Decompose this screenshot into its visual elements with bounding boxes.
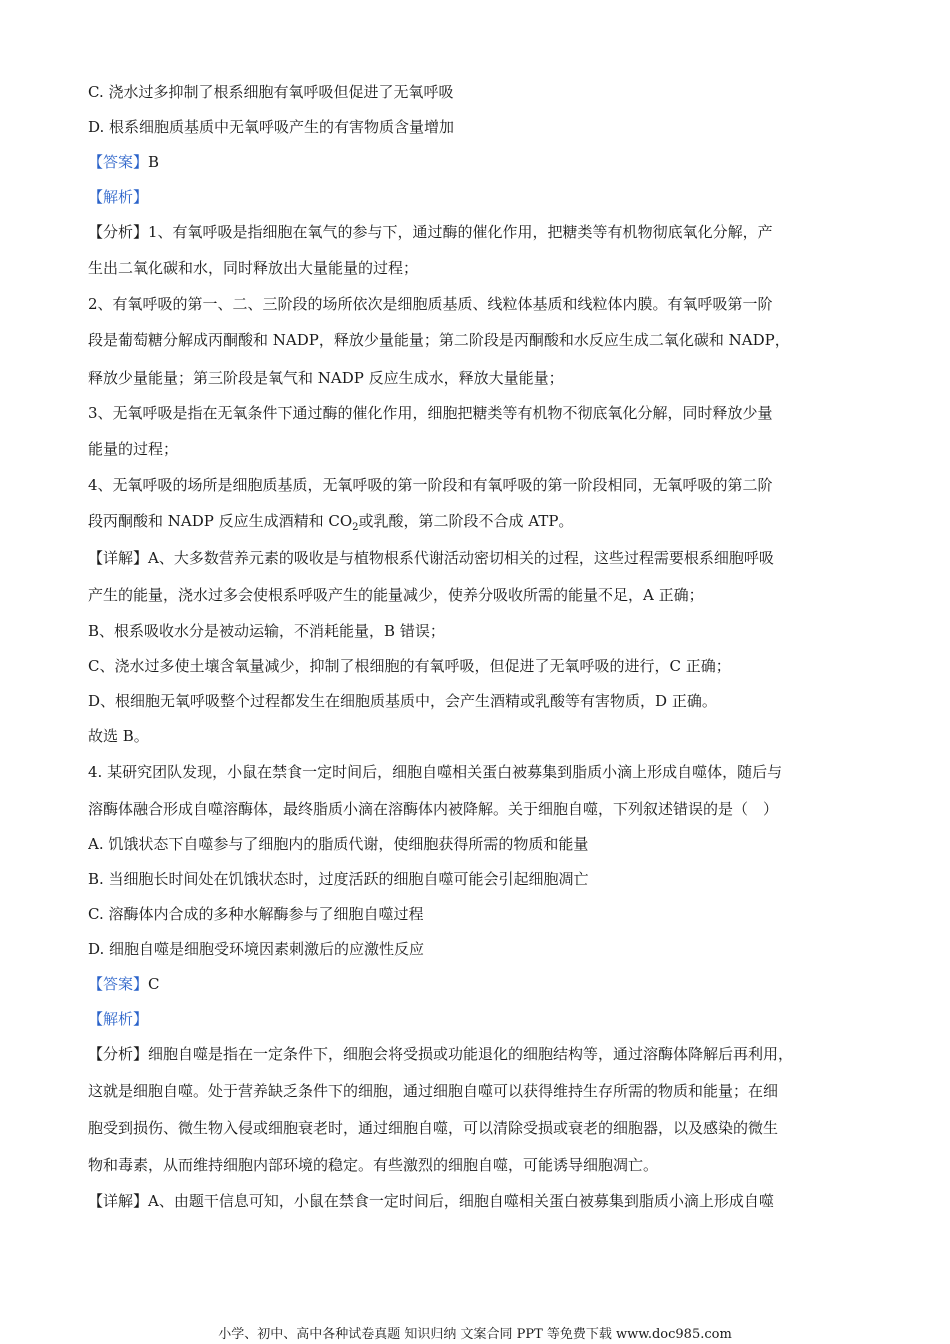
text-line xyxy=(88,691,878,711)
text-line xyxy=(88,368,878,388)
text-line: 段是葡萄糖分解成丙酮酸和 NADP，释放少量能量；第二阶段是丙酮酸和水反应生成二氧化碳和 NADP， xyxy=(88,331,790,349)
text-line: 胞受到损伤、微生物入侵或细胞衰老时，通过细胞自噬，可以清除受损或衰老的细胞器，以及感染的微生 xyxy=(88,1119,779,1137)
text-line: D. 根系细胞质基质中无氧呼吸产生的有害物质含量增加 xyxy=(88,118,455,136)
analysis-line xyxy=(88,222,878,242)
subscript: 2 xyxy=(352,522,359,531)
analysis-tag: 【解析】 xyxy=(88,1010,149,1028)
option-d xyxy=(88,939,878,959)
text-line xyxy=(88,1081,878,1101)
analysis-heading-1 xyxy=(88,187,878,207)
analysis-line-2 xyxy=(88,1044,878,1064)
option-c-prev xyxy=(88,82,878,102)
text-line xyxy=(88,258,878,278)
answer-line-2 xyxy=(88,974,878,994)
text-line xyxy=(88,403,878,423)
text-line: 生出二氧化碳和水，同时释放出大量能量的过程； xyxy=(88,259,419,277)
text-line: B. 当细胞长时间处在饥饿状态时，过度活跃的细胞自噬可能会引起细胞凋亡 xyxy=(88,870,589,888)
text-line: D. 细胞自噬是细胞受环境因素刺激后的应激性反应 xyxy=(88,940,425,958)
text-line: 2、有氧呼吸的第一、二、三阶段的场所依次是细胞质基质、线粒体基质和线粒体内膜。有氧呼吸第一阶 xyxy=(88,295,773,313)
option-a xyxy=(88,834,878,854)
text-line: D、根细胞无氧呼吸整个过程都发生在细胞质基质中，会产生酒精或乳酸等有害物质，D 正确。 xyxy=(88,692,717,710)
text-line: A、由题干信息可知，小鼠在禁食一定时间后，细胞自噬相关蛋白被募集到脂质小滴上形成自噬 xyxy=(148,1192,774,1210)
answer-tag: 【答案】 xyxy=(88,975,149,993)
text-line: 能量的过程； xyxy=(88,440,179,458)
text-line xyxy=(88,475,878,495)
text-line: 段丙酮酸和 NADP 反应生成酒精和 CO xyxy=(88,512,353,530)
text-line xyxy=(88,439,878,459)
text-line: A. 饥饿状态下自噬参与了细胞内的脂质代谢，使细胞获得所需的物质和能量 xyxy=(88,835,589,853)
analysis-label: 【分析】 xyxy=(88,1045,149,1063)
detail-label: 【详解】 xyxy=(88,549,149,567)
answer-value: B xyxy=(148,153,160,171)
text-line: B、根系吸收水分是被动运输，不消耗能量，B 错误； xyxy=(88,622,445,640)
question-4-stem-cont xyxy=(88,799,878,819)
text-line xyxy=(88,1118,878,1138)
text-line: C、浇水过多使土壤含氧量减少，抑制了根细胞的有氧呼吸，但促进了无氧呼吸的进行，C 正确； xyxy=(88,657,731,675)
text-line-co2 xyxy=(88,511,878,531)
analysis-heading-2 xyxy=(88,1009,878,1029)
text-line xyxy=(88,621,878,641)
text-line: 故选 B。 xyxy=(88,727,149,745)
text-line xyxy=(88,330,878,350)
text-line xyxy=(88,726,878,746)
text-line: 物和毒素，从而维持细胞内部环境的稳定。有些激烈的细胞自噬，可能诱导细胞凋亡。 xyxy=(88,1156,659,1174)
text-line: 释放少量能量；第三阶段是氧气和 NADP 反应生成水，释放大量能量； xyxy=(88,369,564,387)
answer-value: C xyxy=(148,975,160,993)
text-line xyxy=(88,656,878,676)
option-b xyxy=(88,869,878,889)
text-line xyxy=(88,1155,878,1175)
text-line: 4、无氧呼吸的场所是细胞质基质，无氧呼吸的第一阶段和有氧呼吸的第一阶段相同，无氧呼吸的第二阶 xyxy=(88,476,773,494)
text-line: 细胞自噬是指在一定条件下，细胞会将受损或功能退化的细胞结构等，通过溶酶体降解后再利用， xyxy=(148,1045,794,1063)
analysis-tag: 【解析】 xyxy=(88,188,149,206)
text-line: C. 浇水过多抑制了根系细胞有氧呼吸但促进了无氧呼吸 xyxy=(88,83,454,101)
question-4-stem xyxy=(88,762,878,782)
text-line: 1、有氧呼吸是指细胞在氧气的参与下，通过酶的催化作用，把糖类等有机物彻底氧化分解，产 xyxy=(148,223,773,241)
text-line xyxy=(88,585,878,605)
text-line: 4. 某研究团队发现，小鼠在禁食一定时间后，细胞自噬相关蛋白被募集到脂质小滴上形成自噬体，随后与 xyxy=(88,763,783,781)
text-line: 这就是细胞自噬。处于营养缺乏条件下的细胞，通过细胞自噬可以获得维持生存所需的物质和能量；在细 xyxy=(88,1082,779,1100)
analysis-label: 【分析】 xyxy=(88,223,149,241)
answer-tag: 【答案】 xyxy=(88,153,149,171)
detail-line-2 xyxy=(88,1191,878,1211)
answer-line-1 xyxy=(88,152,878,172)
page-footer: 小学、初中、高中各种试卷真题 知识归纳 文案合同 PPT 等免费下载 www.doc985.com xyxy=(218,1327,732,1342)
text-line: 或乳酸，第二阶段不合成 ATP。 xyxy=(358,512,574,530)
detail-line xyxy=(88,548,878,568)
text-line: 溶酶体融合形成自噬溶酶体，最终脂质小滴在溶酶体内被降解。关于细胞自噬，下列叙述错误的是（ ） xyxy=(88,800,779,818)
text-line: 3、无氧呼吸是指在无氧条件下通过酶的催化作用，细胞把糖类等有机物不彻底氧化分解，同时释放少量 xyxy=(88,404,773,422)
option-d-prev xyxy=(88,117,878,137)
option-c xyxy=(88,904,878,924)
detail-label: 【详解】 xyxy=(88,1192,149,1210)
text-line: A、大多数营养元素的吸收是与植物根系代谢活动密切相关的过程，这些过程需要根系细胞呼吸 xyxy=(148,549,774,567)
text-line: C. 溶酶体内合成的多种水解酶参与了细胞自噬过程 xyxy=(88,905,424,923)
text-line xyxy=(88,294,878,314)
text-line: 产生的能量，浇水过多会使根系呼吸产生的能量减少，使养分吸收所需的能量不足，A 正确； xyxy=(88,586,704,604)
